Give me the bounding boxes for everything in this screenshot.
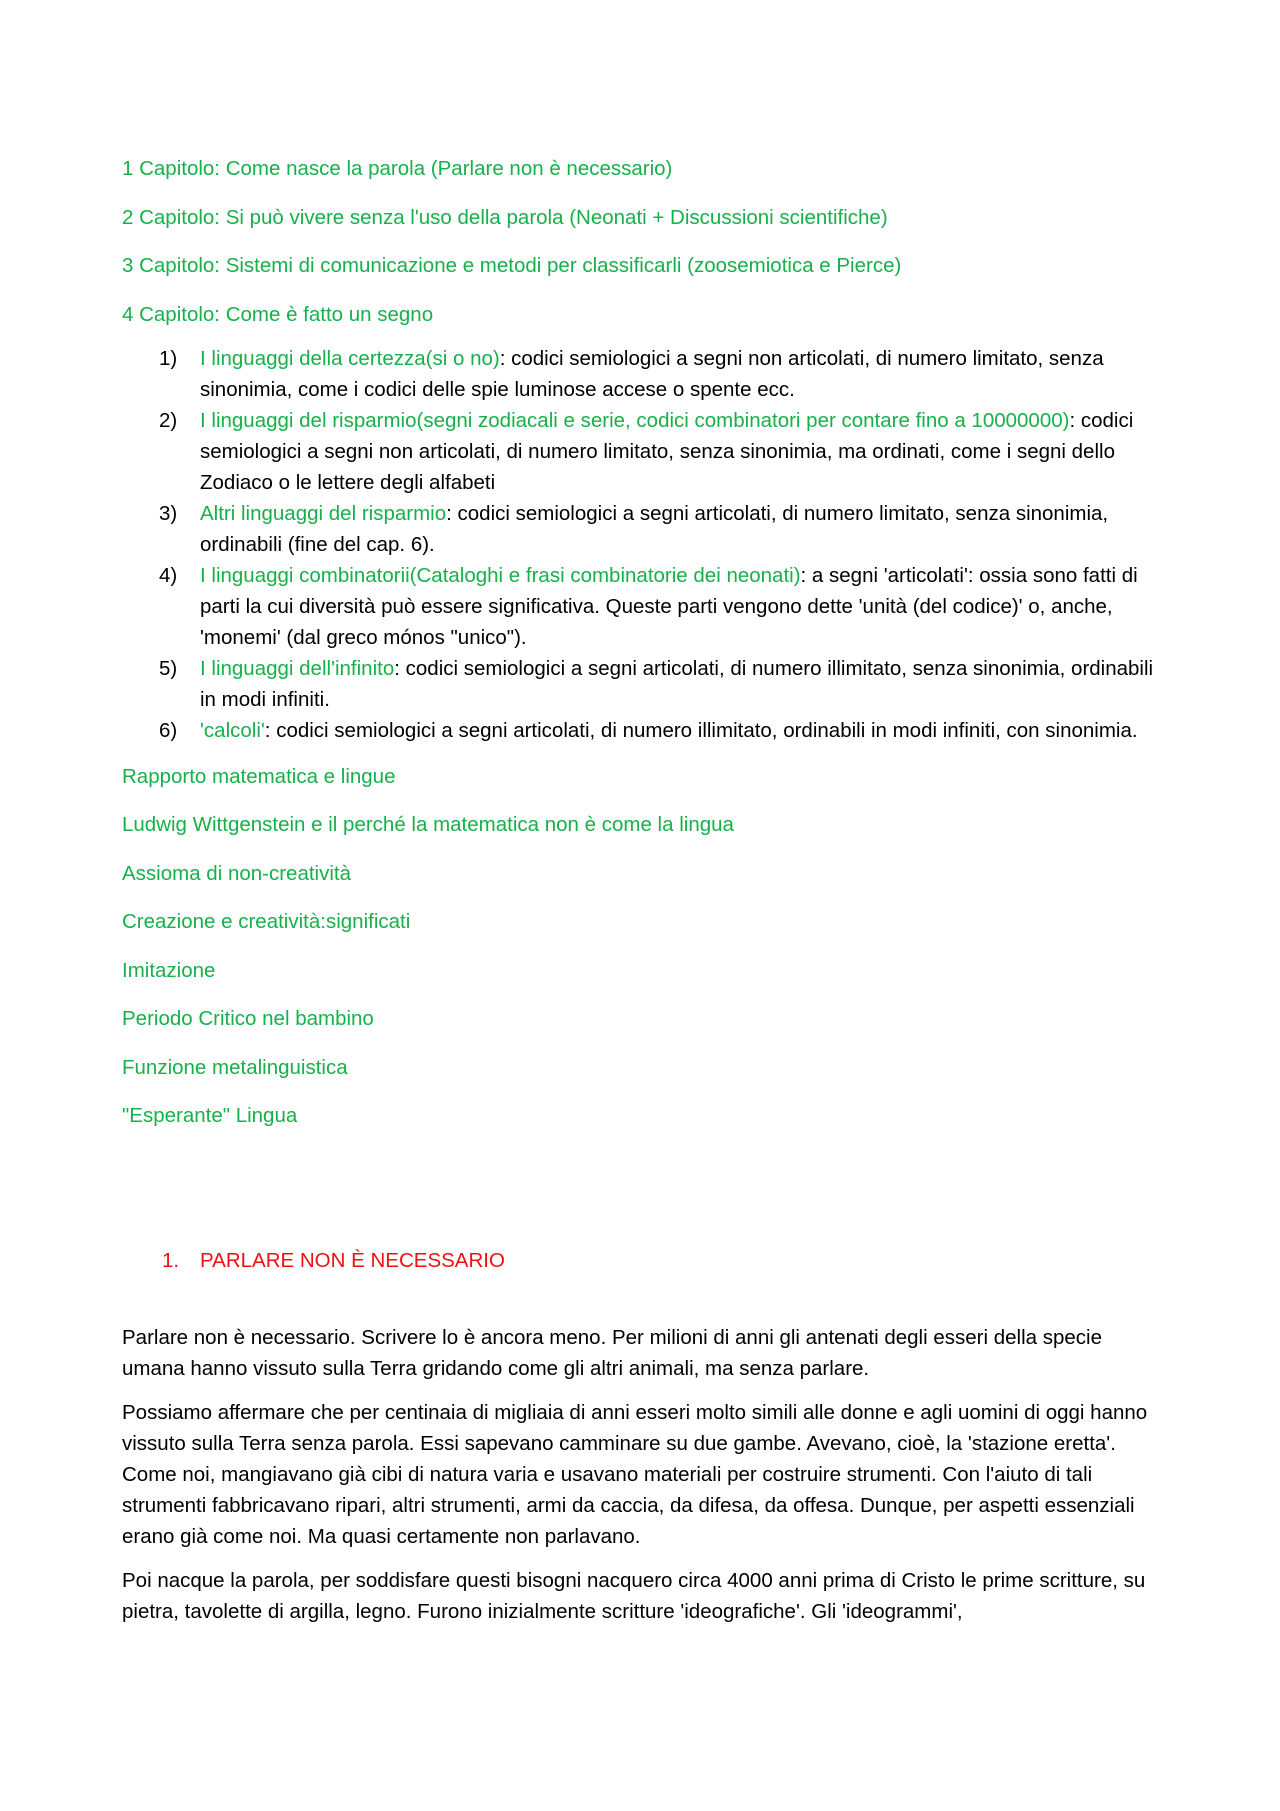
chapter-heading-4: 4 Capitolo: Come è fatto un segno bbox=[122, 302, 434, 326]
topic-heading: Creazione e creatività:significati bbox=[122, 910, 411, 933]
chapter-heading-1: 1 Capitolo: Come nasce la parola (Parlare non è necessario) bbox=[122, 157, 673, 180]
list-item bbox=[122, 715, 1162, 746]
chapter-heading-2: 2 Capitolo: Si può vivere senza l'uso della parola (Neonati + Discussioni scientifiche) bbox=[122, 205, 888, 229]
list-item-text: : a segni 'articolati': ossia sono fatti di parti la cui diversità può essere significativa. Queste parti vengono dette 'unità (del codice)' o, anche, 'monemi' (dal greco mónos "unico"). bbox=[200, 563, 1138, 649]
language-types-list bbox=[122, 343, 1162, 746]
list-item-text: : codici semiologici a segni articolati, di numero limitato, senza sinonimia, ordinabili (fine del cap. 6). bbox=[200, 501, 1109, 556]
list-item-title: I linguaggi dell'infinito bbox=[200, 656, 395, 680]
topic-heading: Imitazione bbox=[122, 958, 216, 982]
list-item-title: Altri linguaggi del risparmio bbox=[200, 501, 447, 525]
list-item-title: 'calcoli' bbox=[200, 718, 265, 742]
topic-heading: Funzione metalinguistica bbox=[122, 1055, 348, 1079]
list-item-title: I linguaggi combinatorii(Cataloghi e frasi combinatorie dei neonati) bbox=[200, 563, 801, 587]
list-item bbox=[122, 653, 1162, 715]
list-item-title: I linguaggi del risparmio(segni zodiacali e serie, codici combinatori per contare fino a 10000000) bbox=[200, 408, 1070, 432]
topic-heading: Ludwig Wittgenstein e il perché la matematica non è come la lingua bbox=[122, 813, 734, 836]
topic-heading: "Esperante" Lingua bbox=[122, 1104, 298, 1127]
list-item-number: 1) bbox=[159, 346, 178, 370]
list-item bbox=[122, 343, 1162, 405]
body-paragraph: Poi nacque la parola, per soddisfare questi bisogni nacquero circa 4000 anni prima di Cristo le prime scritture, su pietra, tavolette di argilla, legno. Furono inizialmente scritture 'ideografiche'. Gli 'ideogrammi', bbox=[122, 1569, 1146, 1623]
body-paragraph: Possiamo affermare che per centinaia di migliaia di anni esseri molto simili alle donne e agli uomini di oggi hanno vissuto sulla Terra senza parola. Essi sapevano camminare su due gambe. Avevano, cioè, la 'stazione eretta'. Come noi, mangiavano già cibi di natura varia e usavano materiali per costruire strumenti. Con l'aiuto di tali strumenti fabbricavano ripari, altri strumenti, armi da caccia, da difesa, da offesa. Dunque, per aspetti essenziali erano già come noi. Ma quasi certamente non parlavano. bbox=[122, 1401, 1148, 1548]
section-title: PARLARE NON È NECESSARIO bbox=[200, 1249, 505, 1272]
document-content bbox=[122, 153, 1162, 1640]
list-item-number: 5) bbox=[159, 656, 178, 680]
topic-heading: Periodo Critico nel bambino bbox=[122, 1007, 374, 1030]
chapter-heading-3: 3 Capitolo: Sistemi di comunicazione e metodi per classificarli (zoosemiotica e Pierce) bbox=[122, 254, 902, 277]
topic-heading: Assioma di non-creatività bbox=[122, 861, 352, 885]
list-item-text: : codici semiologici a segni articolati, di numero illimitato, ordinabili in modi infiniti, con sinonimia. bbox=[264, 718, 1138, 742]
list-item-text: : codici semiologici a segni non articolati, di numero limitato, senza sinonimia, ma ordinati, come i segni dello Zodiaco o le lettere degli alfabeti bbox=[200, 408, 1134, 494]
list-item-title: I linguaggi della certezza(si o no) bbox=[200, 346, 500, 370]
list-item-number: 4) bbox=[159, 563, 178, 587]
list-item-text: : codici semiologici a segni non articolati, di numero limitato, senza sinonimia, come i codici delle spie luminose accese o spente ecc. bbox=[200, 346, 1104, 401]
topic-heading: Rapporto matematica e lingue bbox=[122, 764, 396, 788]
list-item bbox=[122, 498, 1162, 560]
list-item bbox=[122, 405, 1162, 498]
section-heading bbox=[122, 1245, 1162, 1276]
body-paragraph: Parlare non è necessario. Scrivere lo è ancora meno. Per milioni di anni gli antenati degli esseri della specie umana hanno vissuto sulla Terra gridando come gli altri animali, ma senza parlare. bbox=[122, 1326, 1102, 1380]
list-item-number: 2) bbox=[159, 408, 178, 432]
list-item bbox=[122, 560, 1162, 653]
list-item-number: 3) bbox=[159, 501, 178, 525]
section-number: 1. bbox=[162, 1249, 180, 1272]
list-item-number: 6) bbox=[159, 718, 178, 742]
list-item-text: : codici semiologici a segni articolati, di numero illimitato, senza sinonimia, ordinabili in modi infiniti. bbox=[200, 656, 1154, 711]
